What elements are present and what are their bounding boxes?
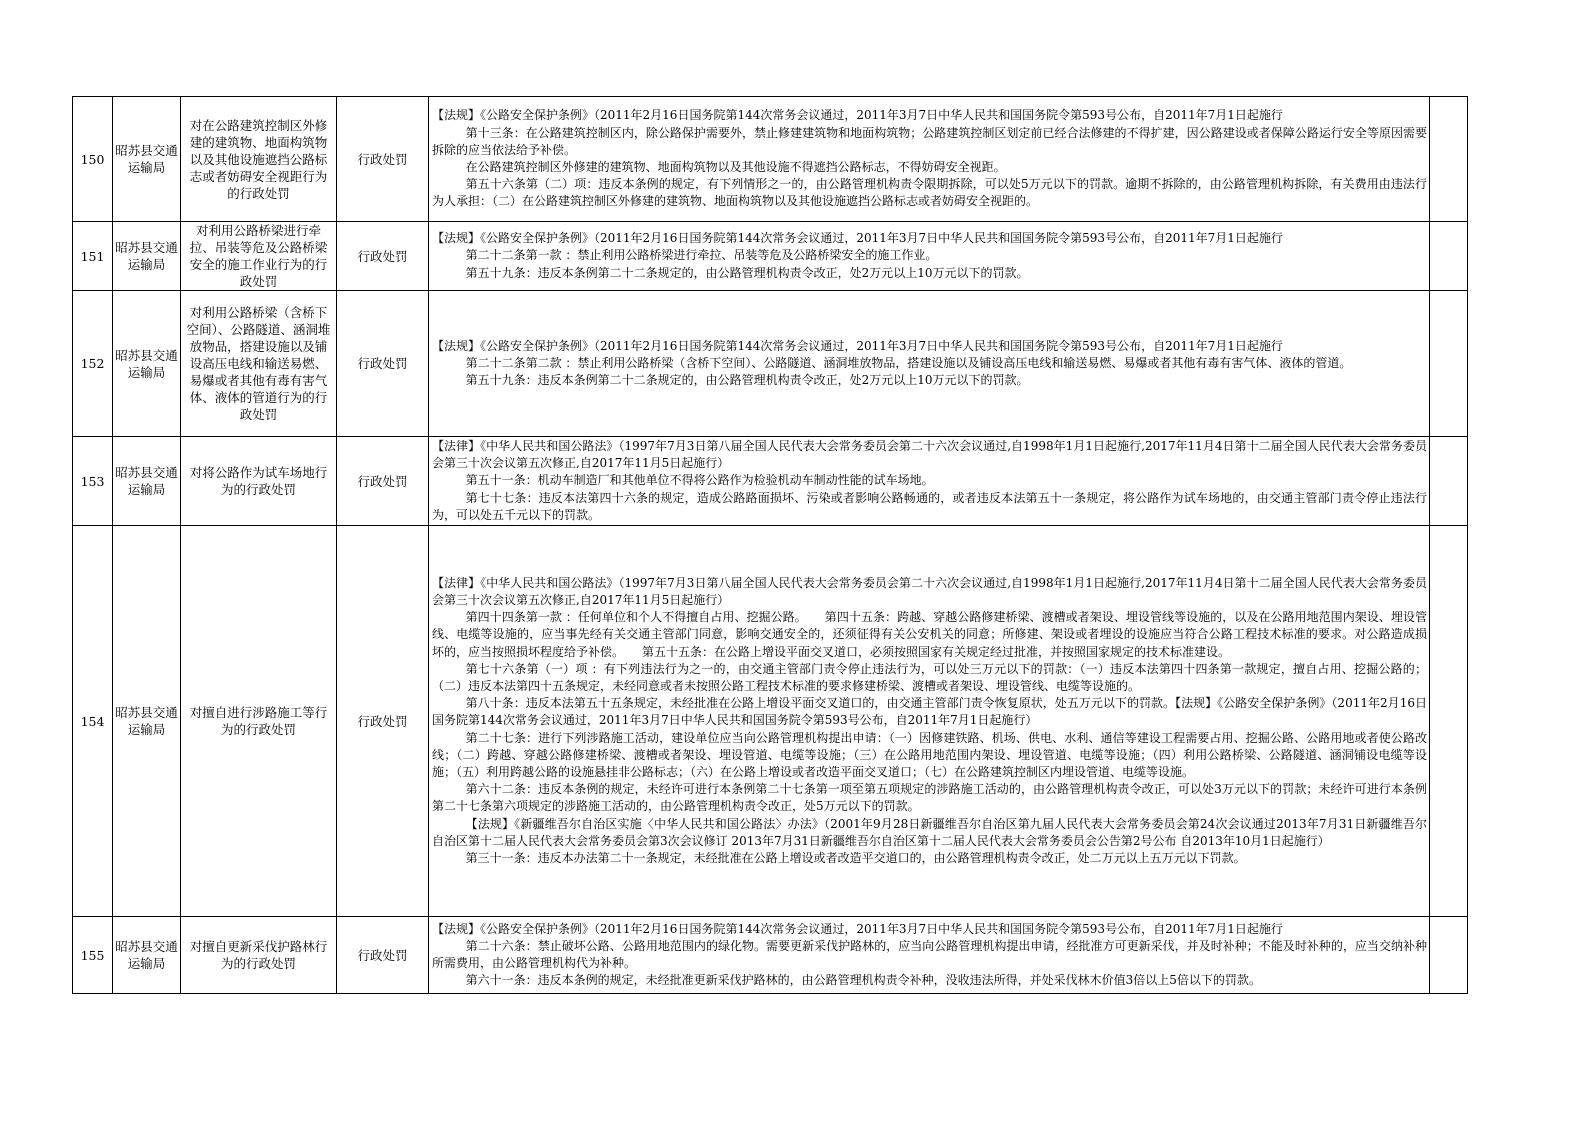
department: 昭苏县交通运输局 — [113, 917, 181, 994]
table-body — [73, 97, 1468, 994]
department: 昭苏县交通运输局 — [113, 97, 181, 222]
penalty-type: 行政处罚 — [337, 97, 429, 222]
department: 昭苏县交通运输局 — [113, 526, 181, 917]
penalty-type: 行政处罚 — [337, 526, 429, 917]
remarks-cell — [1430, 526, 1468, 917]
remarks-cell — [1430, 222, 1468, 291]
department: 昭苏县交通运输局 — [113, 222, 181, 291]
basis-paragraph: 【法律】《中华人民共和国公路法》（1997年7月3日第八届全国人民代表大会常务委员会第二十六次会议通过,自1998年1月1日起施行,2017年11月4日第十二届全国人民代表大会常务委员会第三十次会议第五次修正,自2017年11月5日起施行） — [432, 575, 1427, 607]
row-number: 154 — [73, 526, 113, 917]
legal-basis — [429, 917, 1430, 994]
penalty-type: 行政处罚 — [337, 222, 429, 291]
basis-paragraph: 第五十九条：违反本条例第二十二条规定的，由公路管理机构责令改正，处2万元以上10万元以下的罚款。 — [465, 265, 1029, 280]
basis-paragraph: 【法规】《公路安全保护条例》（2011年2月16日国务院第144次常务会议通过，2011年3月7日中华人民共和国国务院令第593号公布，自2011年7月1日起施行 — [432, 338, 1283, 353]
legal-basis — [429, 437, 1430, 526]
penalty-type: 行政处罚 — [337, 437, 429, 526]
penalty-item: 对利用公路桥梁（含桥下空间）、公路隧道、涵洞堆放物品，搭建设施以及铺设高压电线和输送易燃、易爆或者其他有毒有害气体、液体的管道行为的行政处罚 — [181, 291, 337, 437]
table-row — [73, 291, 1468, 437]
row-number: 153 — [73, 437, 113, 526]
basis-paragraph: 第五十六条第（二）项：违反本条例的规定，有下列情形之一的，由公路管理机构责令限期拆除，可以处5万元以下的罚款。逾期不拆除的，由公路管理机构拆除，有关费用由违法行为人承担：（二）在公路建筑控制区外修建的建筑物、地面构筑物以及其他设施遮挡公路标志或者妨碍安全视距的。 — [432, 177, 1427, 209]
basis-paragraph: 【法规】《公路安全保护条例》（2011年2月16日国务院第144次常务会议通过，2011年3月7日中华人民共和国国务院令第593号公布，自2011年7月1日起施行 — [432, 108, 1283, 123]
remarks-cell — [1430, 917, 1468, 994]
basis-paragraph: 【法规】《公路安全保护条例》（2011年2月16日国务院第144次常务会议通过，2011年3月7日中华人民共和国国务院令第593号公布，自2011年7月1日起施行 — [432, 231, 1283, 246]
basis-paragraph: 第六十一条：违反本条例的规定，未经批准更新采伐护路林的，由公路管理机构责令补种，没收违法所得，并处采伐林木价值3倍以上5倍以下的罚款。 — [465, 973, 1261, 988]
legal-basis — [429, 222, 1430, 291]
basis-paragraph: 第二十二条第二款 ：禁止利用公路桥梁（含桥下空间）、公路隧道、涵洞堆放物品，搭建设施以及铺设高压电线和输送易燃、易爆或者其他有毒有害气体、液体的管道。 — [465, 355, 1352, 370]
row-number: 152 — [73, 291, 113, 437]
basis-paragraph: 第五十一条：机动车制造厂和其他单位不得将公路作为检验机动车制动性能的试车场地。 — [465, 473, 934, 488]
department: 昭苏县交通运输局 — [113, 291, 181, 437]
legal-basis — [429, 97, 1430, 222]
basis-paragraph: 第四十四条第一款 ：任何单位和个人不得擅自占用、挖掘公路。 第四十五条：跨越、穿越公路修建桥梁、渡槽或者架设、埋设管线等设施的，以及在公路用地范围内架设、埋设管线、电缆等设施的，应当事先经有关交通主管部门同意，影响交通安全的，还须征得有关公安机关的同意；所修建、架设或者埋设的设施应当符合公路工程技术标准的要求。对公路造成损坏的，应当按照损坏程度给予补偿。 第五十五条：在公路上增设平面交叉道口，必须按照国家有关规定经过批准，并按照国家规定的技术标准建设。 — [432, 610, 1427, 659]
basis-paragraph: 第七十七条：违反本法第四十六条的规定，造成公路路面损坏、污染或者影响公路畅通的，或者违反本法第五十一条规定，将公路作为试车场地的，由交通主管部门责令停止违法行为，可以处五千元以下的罚款。 — [432, 490, 1427, 522]
basis-paragraph: 第二十七条：进行下列涉路施工活动，建设单位应当向公路管理机构提出申请：（一）因修建铁路、机场、供电、水利、通信等建设工程需要占用、挖掘公路、公路用地或者使公路改线；（二）跨越、穿越公路修建桥梁、渡槽或者架设、埋设管道、电缆等设施；（三）在公路用地范围内架设、埋设管道、电缆等设施；（四）利用公路桥梁、公路隧道、涵洞铺设电缆等设施；（五）利用跨越公路的设施悬挂非公路标志；（六）在公路上增设或者改造平面交叉道口；（七）在公路建筑控制区内埋设管道、电缆等设施。 — [432, 730, 1427, 780]
basis-paragraph: 【法规】《新疆维吾尔自治区实施〈中华人民共和国公路法〉办法》（2001年9月28日新疆维吾尔自治区第九届人民代表大会常务委员会第24次会议通过2013年7月31日新疆维吾尔自治区第十二届人民代表大会常务委员会第3次会议修订 2013年7月31日新疆维吾尔自治区第十二届人民代表大会常务委员会公告第2号公布 自2013年10月1日起施行） — [432, 816, 1427, 848]
legal-basis — [429, 526, 1430, 917]
basis-paragraph: 第六十二条：违反本条例的规定，未经许可进行本条例第二十七条第一项至第五项规定的涉路施工活动的，由公路管理机构责令改正，可以处3万元以下的罚款；未经许可进行本条例第二十七条第六项规定的涉路施工活动的，由公路管理机构责令改正，处5万元以下的罚款。 — [432, 782, 1427, 814]
remarks-cell — [1430, 291, 1468, 437]
row-number: 155 — [73, 917, 113, 994]
table-row — [73, 437, 1468, 526]
basis-paragraph: 第三十一条：违反本办法第二十一条规定，未经批准在公路上增设或者改造平交道口的，由公路管理机构责令改正，处二万元以上五万元以下罚款。 — [465, 851, 1246, 866]
table-row — [73, 222, 1468, 291]
penalty-item: 对擅自进行涉路施工等行为的行政处罚 — [181, 526, 337, 917]
department: 昭苏县交通运输局 — [113, 437, 181, 526]
basis-paragraph: 第二十六条：禁止破坏公路、公路用地范围内的绿化物。需要更新采伐护路林的，应当向公路管理机构提出申请，经批准方可更新采伐，并及时补种；不能及时补种的，应当交纳补种所需费用，由公路管理机构代为补种。 — [432, 938, 1427, 971]
basis-paragraph: 第八十条：违反本法第五十五条规定，未经批准在公路上增设平面交叉道口的，由交通主管部门责令恢复原状，处五万元以下的罚款。【法规】《公路安全保护条例》（2011年2月16日国务院第144次常务会议通过，2011年3月7日中华人民共和国国务院令第593号公布，自2011年7月1日起施行） — [432, 696, 1427, 728]
penalty-type: 行政处罚 — [337, 917, 429, 994]
remarks-cell — [1430, 437, 1468, 526]
penalty-item: 对擅自更新采伐护路林行为的行政处罚 — [181, 917, 337, 994]
penalty-item: 对将公路作为试车场地行为的行政处罚 — [181, 437, 337, 526]
table-row — [73, 526, 1468, 917]
basis-paragraph: 【法律】《中华人民共和国公路法》（1997年7月3日第八届全国人民代表大会常务委员会第二十六次会议通过,自1998年1月1日起施行,2017年11月4日第十二届全国人民代表大会常务委员会第三十次会议第五次修正,自2017年11月5日起施行） — [432, 439, 1427, 471]
row-number: 151 — [73, 222, 113, 291]
row-number: 150 — [73, 97, 113, 222]
table-row — [73, 97, 1468, 222]
penalty-item: 对利用公路桥梁进行牵拉、吊装等危及公路桥梁安全的施工作业行为的行政处罚 — [181, 222, 337, 291]
basis-paragraph: 第五十九条：违反本条例第二十二条规定的，由公路管理机构责令改正，处2万元以上10万元以下的罚款。 — [465, 373, 1029, 388]
basis-paragraph: 第七十六条第（一）项 ：有下列违法行为之一的，由交通主管部门责令停止违法行为，可以处三万元以下的罚款：（一）违反本法第四十四条第一款规定，擅自占用、挖掘公路的；（二）违反本法第四十五条规定，未经同意或者未按照公路工程技术标准的要求修建桥梁、渡槽或者架设、埋设管线、电缆等设施的。 — [432, 661, 1427, 693]
basis-paragraph: 【法规】《公路安全保护条例》（2011年2月16日国务院第144次常务会议通过，2011年3月7日中华人民共和国国务院令第593号公布，自2011年7月1日起施行 — [432, 921, 1283, 936]
penalty-type: 行政处罚 — [337, 291, 429, 437]
remarks-cell — [1430, 97, 1468, 222]
legal-basis — [429, 291, 1430, 437]
table-row — [73, 917, 1468, 994]
penalty-item: 对在公路建筑控制区外修建的建筑物、地面构筑物以及其他设施遮挡公路标志或者妨碍安全视距行为的行政处罚 — [181, 97, 337, 222]
basis-paragraph: 第二十二条第一款 ：禁止利用公路桥梁进行牵拉、吊装等危及公路桥梁安全的施工作业。 — [465, 248, 938, 263]
basis-paragraph: 第十三条：在公路建筑控制区内，除公路保护需要外，禁止修建建筑物和地面构筑物；公路建筑控制区划定前已经合法修建的不得扩建，因公路建设或者保障公路运行安全等原因需要拆除的应当依法给予补偿。 — [432, 125, 1427, 157]
penalty-table — [72, 96, 1468, 994]
basis-paragraph: 在公路建筑控制区外修建的建筑物、地面构筑物以及其他设施不得遮挡公路标志，不得妨碍安全视距。 — [465, 160, 1006, 174]
